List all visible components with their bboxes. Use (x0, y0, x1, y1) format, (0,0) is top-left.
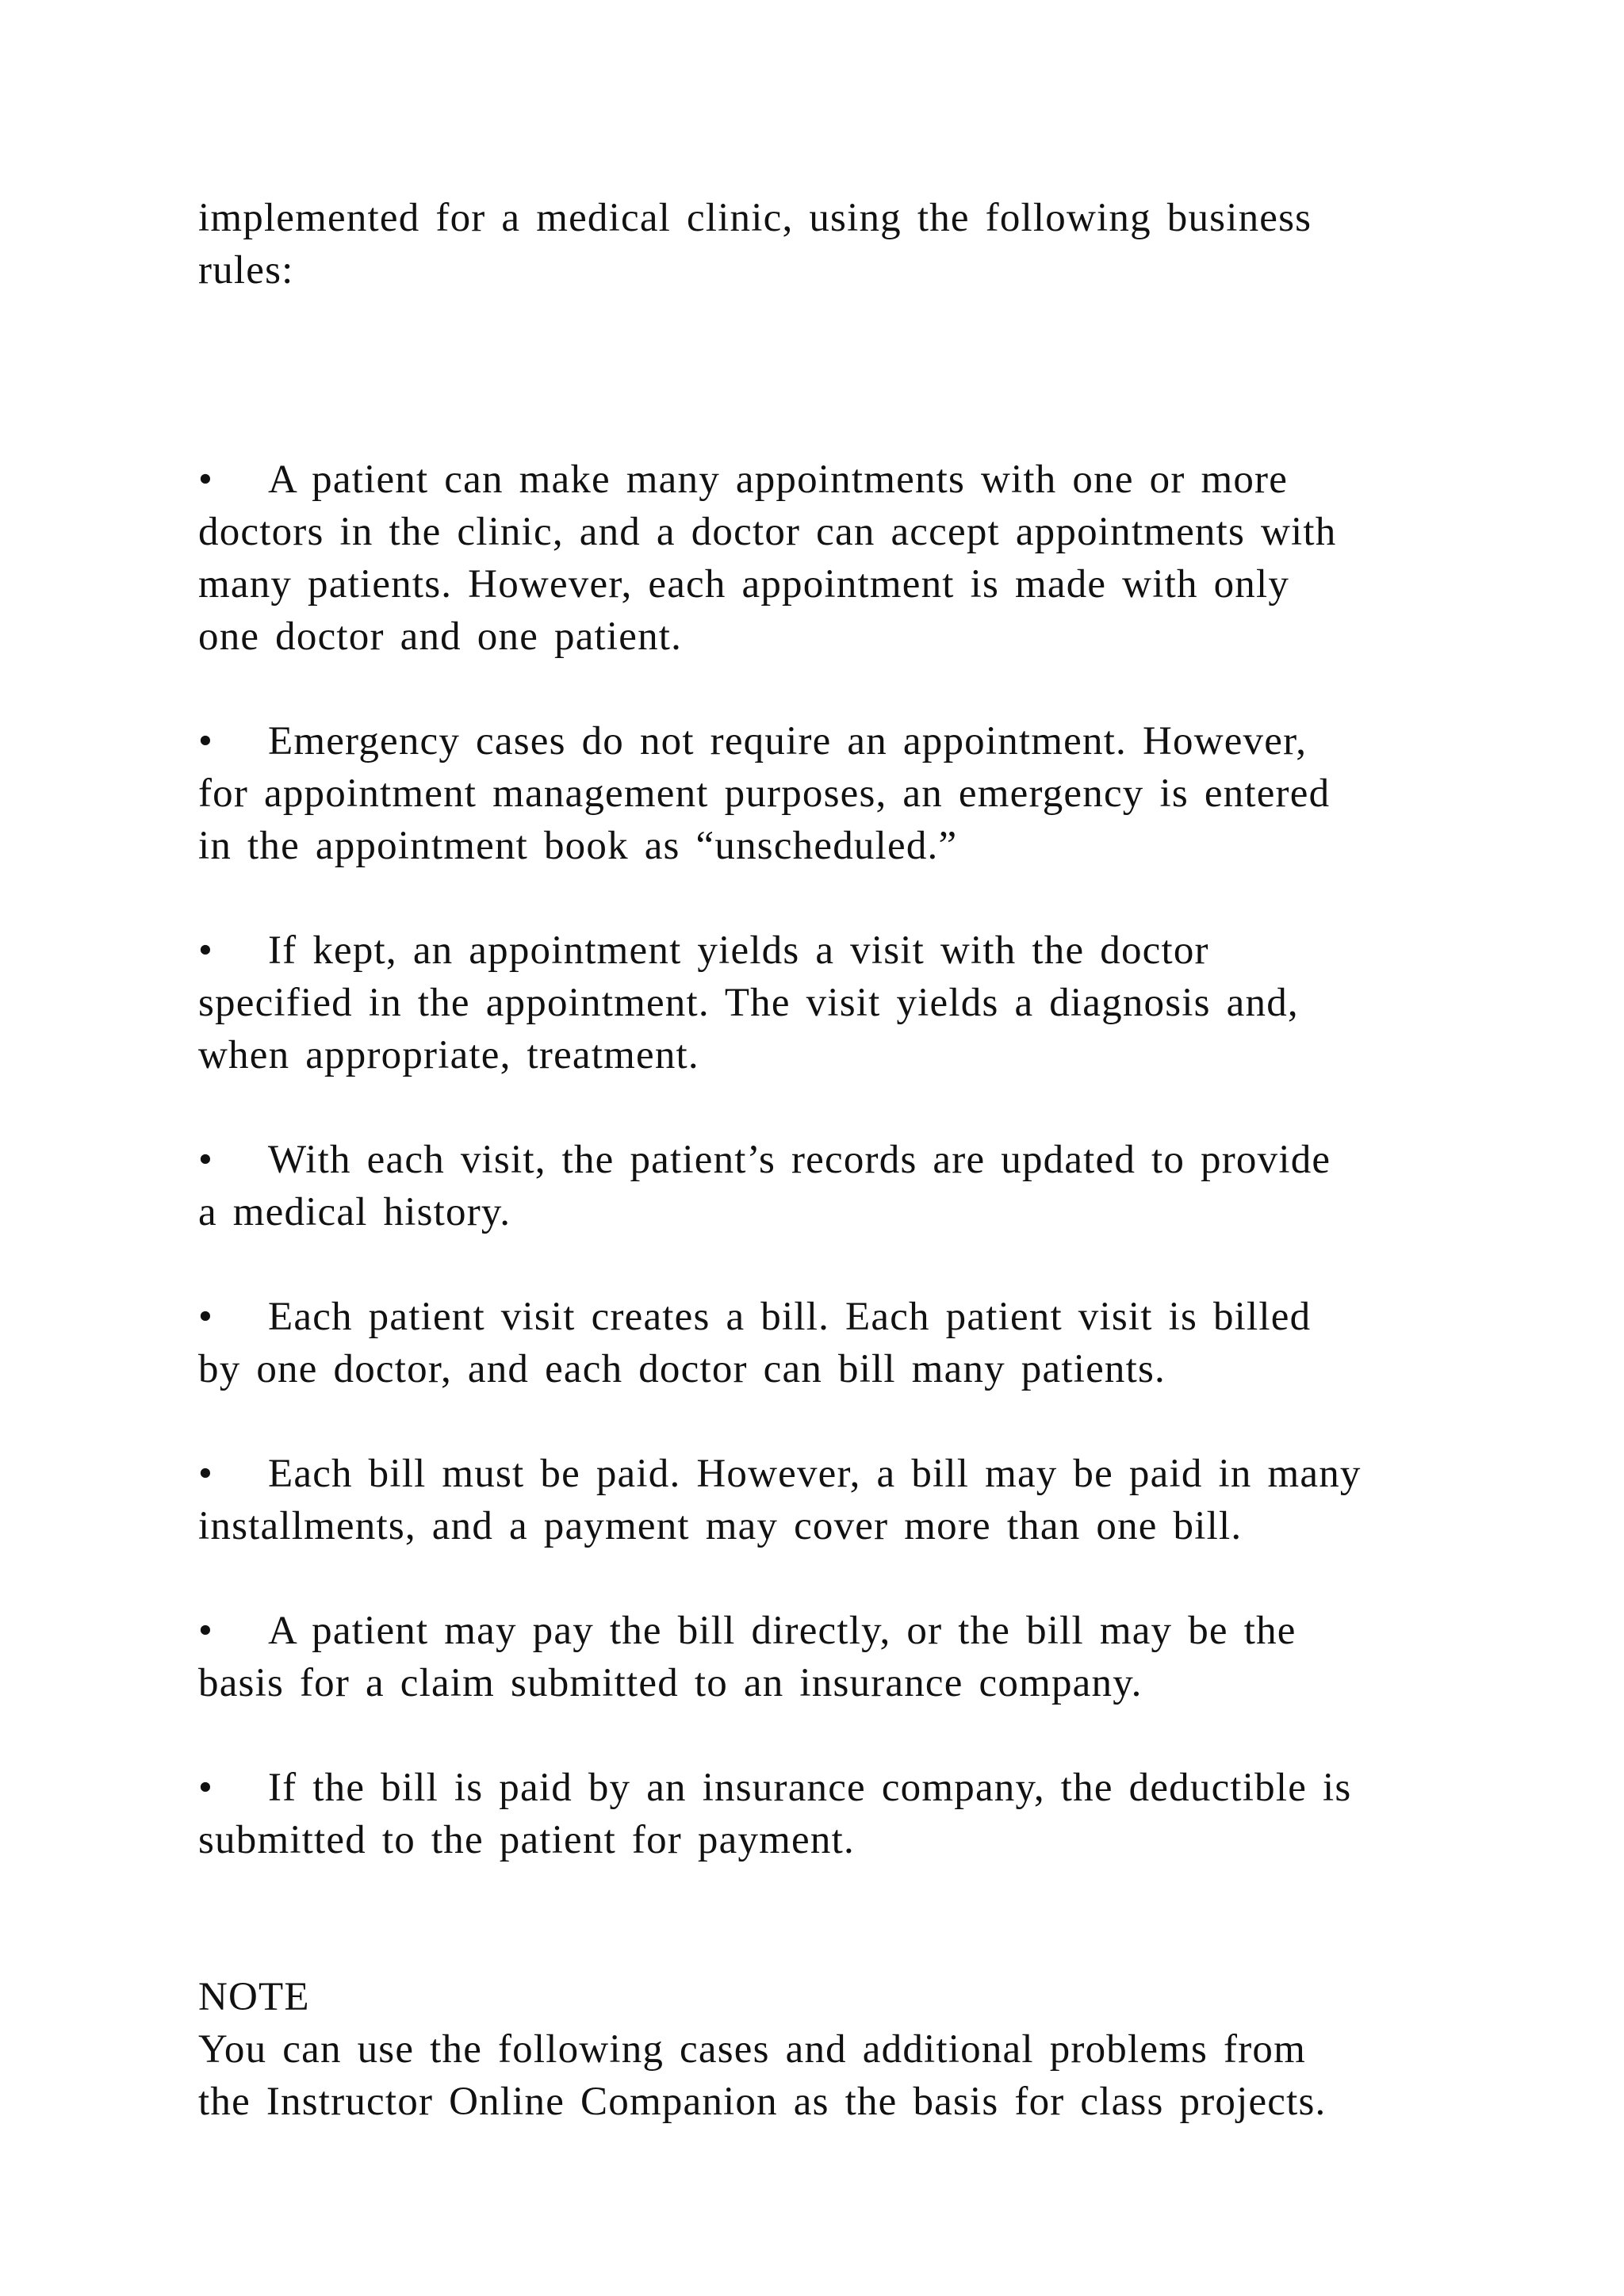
document-page (198, 192, 1435, 2128)
business-rule-visit (198, 924, 1435, 1081)
business-rule-records (198, 1134, 1435, 1238)
intro-line: rules: (198, 248, 294, 293)
note-section (198, 1971, 1435, 2128)
rule-text-line: by one doctor, and each doctor can bill many patients. (198, 1347, 1166, 1391)
business-rule-billing (198, 1291, 1435, 1395)
rule-text-line: A patient may pay the bill directly, or the bill may be the (268, 1609, 1297, 1653)
rule-text-line: installments, and a payment may cover more than one bill. (198, 1504, 1243, 1548)
intro-line: implemented for a medical clinic, using the following business (198, 196, 1312, 240)
rule-text-line: If the bill is paid by an insurance company, the deductible is (268, 1766, 1352, 1810)
rule-text-line: many patients. However, each appointment is made with only (198, 562, 1290, 607)
rule-text-line: Emergency cases do not require an appointment. However, (268, 719, 1308, 763)
rule-text-line: Each bill must be paid. However, a bill may be paid in many (268, 1452, 1362, 1496)
business-rule-emergency (198, 715, 1435, 872)
business-rule-insurance-claim (198, 1605, 1435, 1709)
rule-text-line: With each visit, the patient’s records are updated to provide (268, 1138, 1331, 1182)
rule-text-line: If kept, an appointment yields a visit with the doctor (268, 928, 1209, 973)
rule-text-line: specified in the appointment. The visit yields a diagnosis and, (198, 981, 1299, 1025)
bullet-icon: • (198, 1295, 214, 1339)
rule-text-line: A patient can make many appointments with one or more (268, 457, 1289, 502)
bullet-icon: • (198, 1766, 214, 1810)
bullet-icon: • (198, 928, 214, 973)
rule-text-line: when appropriate, treatment. (198, 1033, 699, 1077)
rule-text-line: submitted to the patient for payment. (198, 1818, 855, 1862)
bullet-icon: • (198, 1609, 214, 1653)
business-rule-payment (198, 1448, 1435, 1552)
business-rule-appointments (198, 453, 1435, 663)
rule-text-line: one doctor and one patient. (198, 614, 683, 659)
rule-text-line: doctors in the clinic, and a doctor can accept appointments with (198, 510, 1337, 554)
rule-text-line: a medical history. (198, 1190, 511, 1234)
note-text-line: the Instructor Online Companion as the basis for class projects. (198, 2080, 1327, 2124)
rule-text-line: in the appointment book as “unscheduled.” (198, 824, 958, 868)
intro-paragraph (198, 192, 1435, 297)
bullet-icon: • (198, 1452, 214, 1496)
bullet-icon: • (198, 1138, 214, 1182)
note-heading: NOTE (198, 1975, 310, 2019)
rule-text-line: Each patient visit creates a bill. Each patient visit is billed (268, 1295, 1312, 1339)
rule-text-line: for appointment management purposes, an emergency is entered (198, 771, 1331, 816)
bullet-icon: • (198, 457, 214, 502)
bullet-icon: • (198, 719, 214, 763)
business-rule-deductible (198, 1762, 1435, 1866)
rule-text-line: basis for a claim submitted to an insurance company. (198, 1661, 1143, 1705)
note-text-line: You can use the following cases and additional problems from (198, 2027, 1306, 2072)
